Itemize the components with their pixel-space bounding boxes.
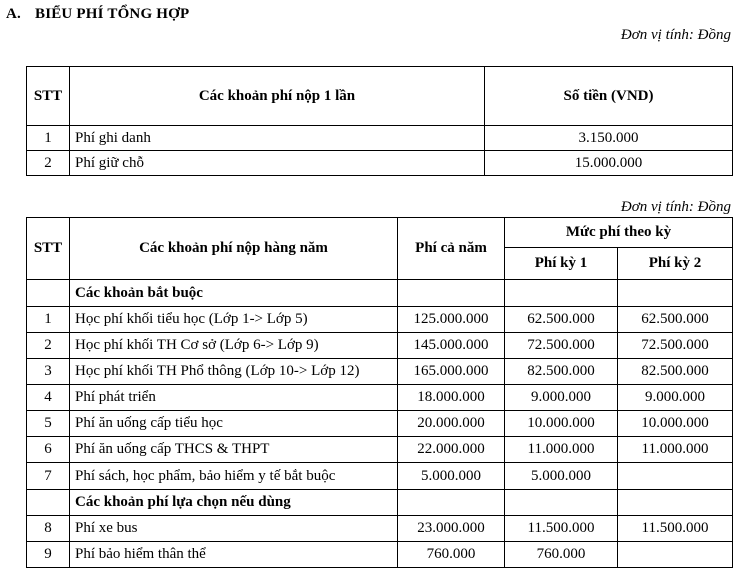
cell-term1: 72.500.000 [505, 333, 618, 359]
cell-stt: 9 [27, 542, 70, 568]
table-row [27, 411, 733, 437]
unit-note-1: Đơn vị tính: Đồng [620, 27, 731, 43]
table-row [27, 151, 733, 176]
cell-item: Phí phát triển [70, 385, 398, 411]
cell-item: Phí bảo hiểm thân thể [70, 542, 398, 568]
cell-stt: 1 [27, 307, 70, 333]
cell-item: Học phí khối tiểu học (Lớp 1-> Lớp 5) [70, 307, 398, 333]
table-row [27, 542, 733, 568]
group-optional-label: Các khoản phí lựa chọn nếu dùng [70, 490, 398, 516]
cell-term1: 11.000.000 [505, 437, 618, 463]
cell-term2: 11.500.000 [618, 516, 733, 542]
annual-fees-table [26, 217, 733, 568]
cell-term1: 62.500.000 [505, 307, 618, 333]
cell-term2: 11.000.000 [618, 437, 733, 463]
cell-year: 165.000.000 [398, 359, 505, 385]
cell-stt: 7 [27, 463, 70, 490]
cell-term2: 72.500.000 [618, 333, 733, 359]
cell-term1: 5.000.000 [505, 463, 618, 490]
cell-year: 23.000.000 [398, 516, 505, 542]
cell-term1: 9.000.000 [505, 385, 618, 411]
table-row [27, 463, 733, 490]
cell-term2 [618, 463, 733, 490]
cell-stt: 3 [27, 359, 70, 385]
group-row [27, 490, 733, 516]
header-term2: Phí kỳ 2 [618, 248, 733, 280]
cell-item: Phí sách, học phẩm, bảo hiểm y tế bắt buộc [70, 463, 398, 490]
section-title [6, 6, 189, 23]
cell-year: 18.000.000 [398, 385, 505, 411]
header-year: Phí cả năm [398, 218, 505, 280]
cell-term1: 10.000.000 [505, 411, 618, 437]
cell-stt: 4 [27, 385, 70, 411]
table-header-row [27, 67, 733, 126]
cell-year: 125.000.000 [398, 307, 505, 333]
one-time-fees-table [26, 66, 733, 176]
cell-stt: 2 [27, 151, 70, 176]
header-term-group: Mức phí theo kỳ [505, 218, 733, 248]
header-term1: Phí kỳ 1 [505, 248, 618, 280]
cell-term1: 82.500.000 [505, 359, 618, 385]
cell-term2 [618, 542, 733, 568]
cell-stt: 8 [27, 516, 70, 542]
table-row [27, 126, 733, 151]
header-stt: STT [27, 218, 70, 280]
cell-stt: 2 [27, 333, 70, 359]
table-row [27, 359, 733, 385]
cell-term2: 10.000.000 [618, 411, 733, 437]
unit-note-2: Đơn vị tính: Đồng [620, 199, 731, 215]
table-row [27, 516, 733, 542]
cell-year: 145.000.000 [398, 333, 505, 359]
cell-item: Phí giữ chỗ [70, 151, 485, 176]
cell-year: 5.000.000 [398, 463, 505, 490]
header-item: Các khoản phí nộp hàng năm [70, 218, 398, 280]
table-row [27, 307, 733, 333]
cell-year: 760.000 [398, 542, 505, 568]
header-stt: STT [27, 67, 70, 126]
group-required-label: Các khoản bắt buộc [70, 280, 398, 307]
header-amount: Số tiền (VND) [485, 67, 733, 126]
cell-amount: 3.150.000 [485, 126, 733, 151]
cell-term2: 62.500.000 [618, 307, 733, 333]
section-heading: BIỂU PHÍ TỔNG HỢP [34, 6, 190, 22]
cell-item: Học phí khối TH Phổ thông (Lớp 10-> Lớp 12) [70, 359, 398, 385]
cell-stt: 1 [27, 126, 70, 151]
table-row [27, 333, 733, 359]
cell-item: Phí ghi danh [70, 126, 485, 151]
cell-term2: 9.000.000 [618, 385, 733, 411]
header-item: Các khoản phí nộp 1 lần [70, 67, 485, 126]
cell-term1: 11.500.000 [505, 516, 618, 542]
cell-stt: 6 [27, 437, 70, 463]
cell-year: 22.000.000 [398, 437, 505, 463]
table-row [27, 385, 733, 411]
cell-term2: 82.500.000 [618, 359, 733, 385]
cell-item: Phí xe bus [70, 516, 398, 542]
cell-amount: 15.000.000 [485, 151, 733, 176]
section-letter: A. [6, 6, 21, 22]
cell-stt: 5 [27, 411, 70, 437]
cell-item: Học phí khối TH Cơ sở (Lớp 6-> Lớp 9) [70, 333, 398, 359]
cell-item: Phí ăn uống cấp tiểu học [70, 411, 398, 437]
group-row [27, 280, 733, 307]
table-row [27, 437, 733, 463]
table-header-row [27, 218, 733, 248]
cell-year: 20.000.000 [398, 411, 505, 437]
cell-term1: 760.000 [505, 542, 618, 568]
cell-item: Phí ăn uống cấp THCS & THPT [70, 437, 398, 463]
